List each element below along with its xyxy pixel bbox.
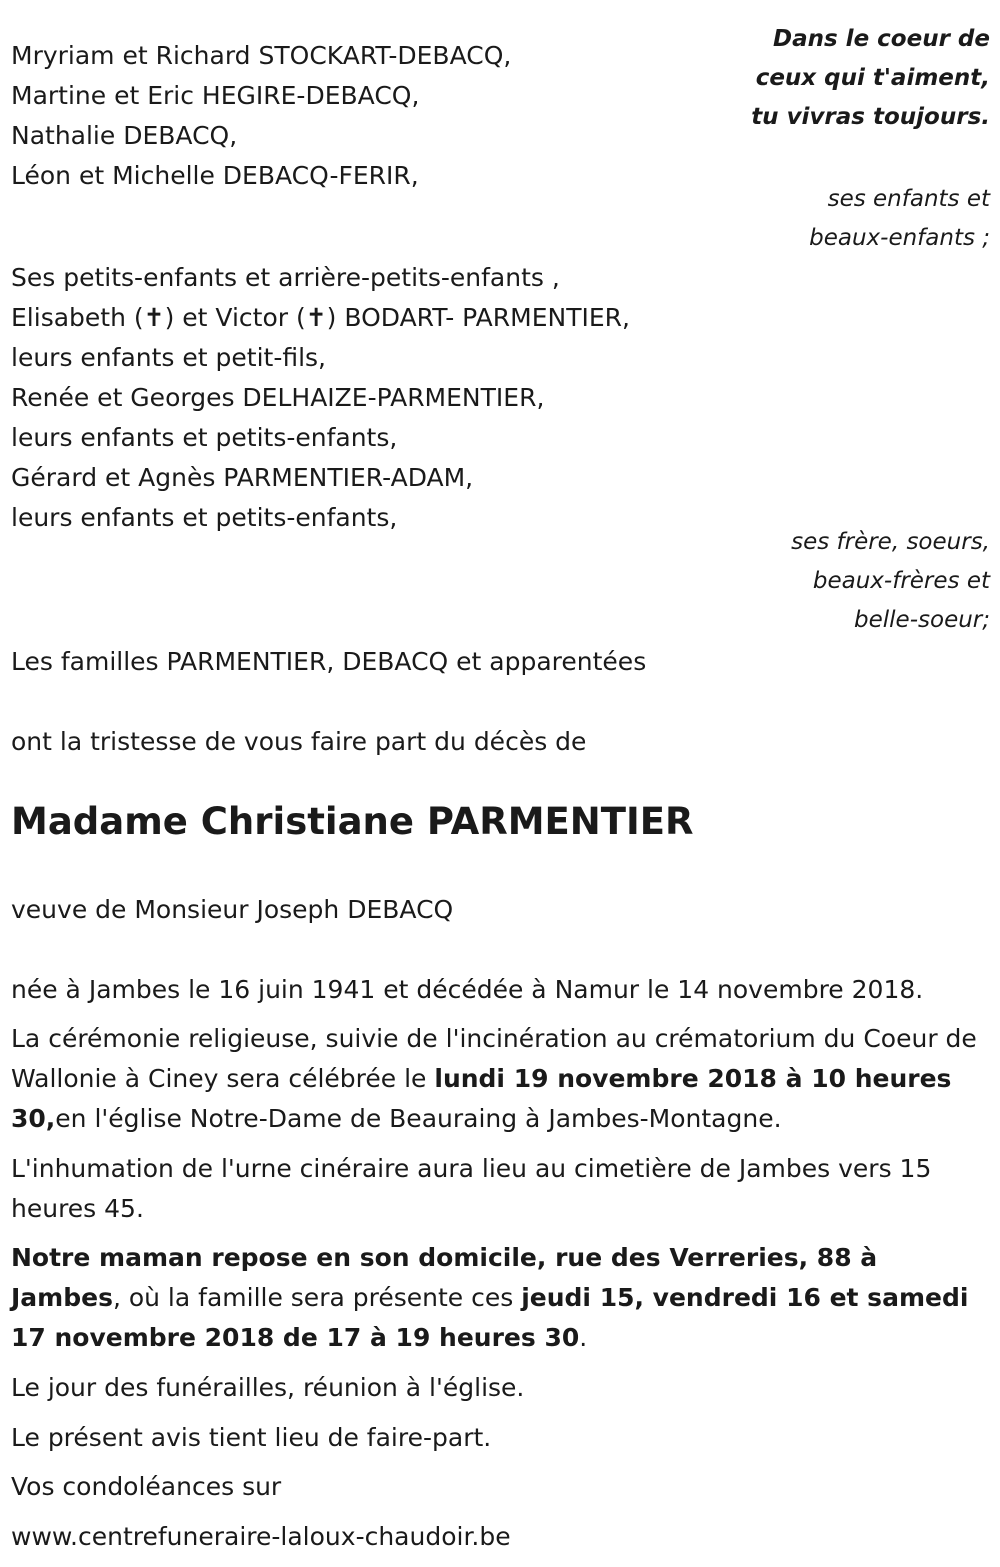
quote-line: Dans le coeur de bbox=[773, 26, 990, 52]
family-name-line: Léon et Michelle DEBACQ-FERIR, bbox=[11, 161, 419, 190]
relationship-label-siblings bbox=[791, 523, 990, 640]
announcement: ont la tristesse de vous faire part du décès de bbox=[11, 727, 587, 756]
resting-paragraph bbox=[11, 1238, 991, 1358]
relationship-line: belle-soeur; bbox=[854, 607, 990, 633]
epitaph-quote bbox=[751, 20, 990, 137]
ceremony-location: en l'église Notre-Dame de Beauraing à Jambes-Montagne. bbox=[55, 1104, 782, 1133]
family-name-line: Ses petits-enfants et arrière-petits-enfants , bbox=[11, 263, 560, 292]
relationship-line: ses frère, soeurs, bbox=[791, 529, 990, 555]
ceremony-text: La cérémonie religieuse, suivie de l'incinération au crématorium du Coeur de Wallonie à Ciney sera célébrée le bbox=[11, 1024, 977, 1093]
visiting-hours: jeudi 15, vendredi 16 et samedi 17 novembre 2018 de 17 à 19 heures 30 bbox=[11, 1283, 969, 1352]
widow-of: veuve de Monsieur Joseph DEBACQ bbox=[11, 895, 454, 924]
ceremony-paragraph bbox=[11, 1019, 991, 1139]
families-line: Les familles PARMENTIER, DEBACQ et apparentées bbox=[11, 647, 647, 676]
relationship-line: ses enfants et bbox=[827, 186, 990, 212]
website-link[interactable]: www.centrefuneraire-laloux-chaudoir.be bbox=[11, 1522, 511, 1551]
quote-line: ceux qui t'aiment, bbox=[755, 65, 990, 91]
relationship-line: beaux-enfants ; bbox=[809, 225, 990, 251]
condolences-label: Vos condoléances sur bbox=[11, 1472, 282, 1501]
family-name-line: Gérard et Agnès PARMENTIER-ADAM, bbox=[11, 463, 474, 492]
resting-end: . bbox=[579, 1323, 588, 1352]
ceremony-date: lundi 19 novembre 2018 à 10 heures 30, bbox=[11, 1064, 952, 1133]
notice-line: Le présent avis tient lieu de faire-part. bbox=[11, 1423, 492, 1452]
deceased-name: Madame Christiane PARMENTIER bbox=[11, 800, 694, 843]
quote-line: tu vivras toujours. bbox=[751, 104, 990, 130]
family-name-line: leurs enfants et petits-enfants, bbox=[11, 423, 398, 452]
family-name-line: Elisabeth (✝) et Victor (✝) BODART- PARMENTIER, bbox=[11, 303, 630, 332]
relationship-line: beaux-frères et bbox=[812, 568, 990, 594]
family-name-line: leurs enfants et petits-enfants, bbox=[11, 503, 398, 532]
family-name-line: Mryriam et Richard STOCKART-DEBACQ, bbox=[11, 41, 512, 70]
relationship-label-children bbox=[809, 180, 990, 258]
birth-death: née à Jambes le 16 juin 1941 et décédée à Namur le 14 novembre 2018. bbox=[11, 975, 924, 1004]
family-name-line: Martine et Eric HEGIRE-DEBACQ, bbox=[11, 81, 420, 110]
family-name-line: leurs enfants et petit-fils, bbox=[11, 343, 327, 372]
burial-paragraph: L'inhumation de l'urne cinéraire aura lieu au cimetière de Jambes vers 15 heures 45. bbox=[11, 1154, 932, 1223]
resting-address: Notre maman repose en son domicile, rue des Verreries, 88 à Jambes bbox=[11, 1243, 878, 1312]
resting-text: , où la famille sera présente ces bbox=[112, 1283, 522, 1312]
meeting-line: Le jour des funérailles, réunion à l'église. bbox=[11, 1373, 525, 1402]
family-name-line: Renée et Georges DELHAIZE-PARMENTIER, bbox=[11, 383, 545, 412]
family-name-line: Nathalie DEBACQ, bbox=[11, 121, 238, 150]
